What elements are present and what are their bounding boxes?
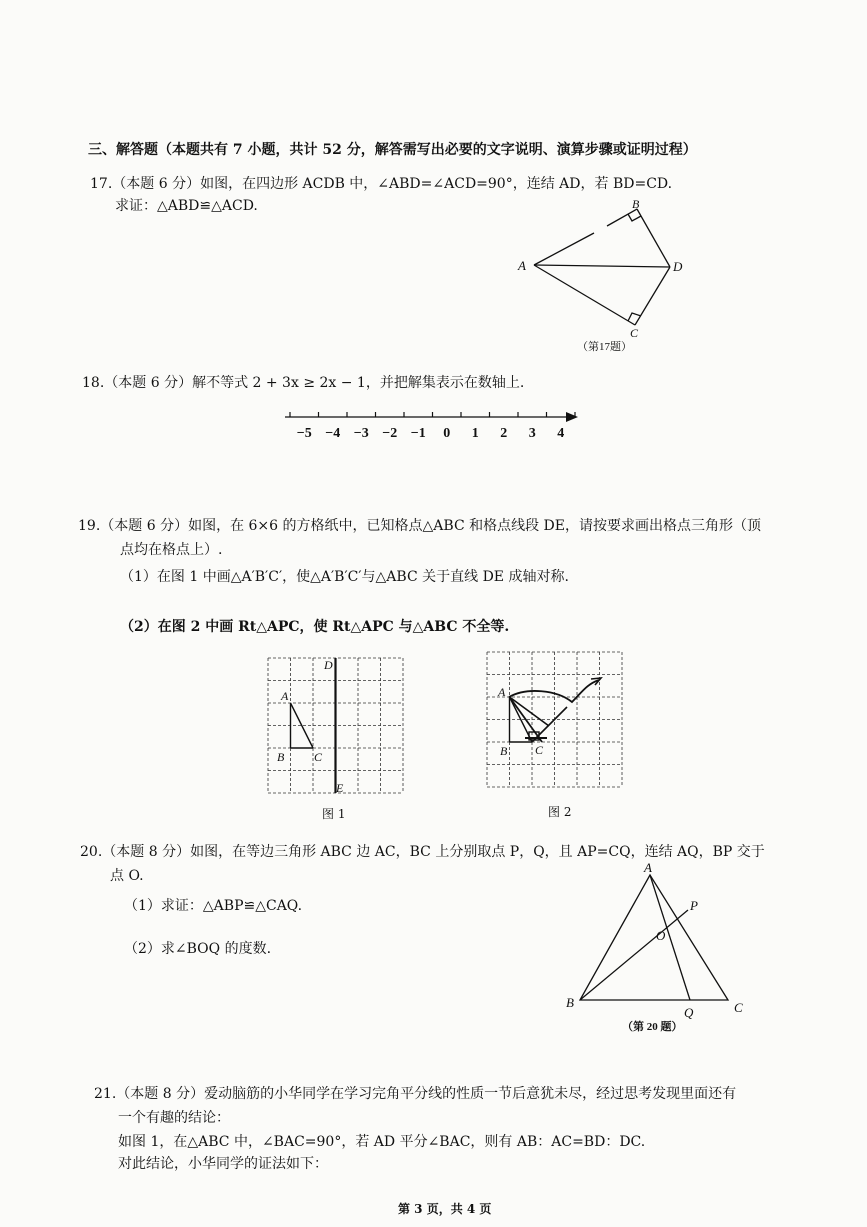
number-line	[280, 405, 590, 440]
seg-BP	[580, 910, 688, 1000]
q21-line4: 对此结论，小华同学的证法如下：	[118, 1156, 328, 1172]
number-line-label: 0	[443, 426, 451, 441]
number-line-label: −1	[410, 426, 426, 441]
fig2-caption: 图 2	[548, 805, 572, 819]
q20-part1: （1）求证：△ABP≌△CAQ.	[124, 898, 303, 914]
section-heading: 三、解答题（本题共有 7 小题，共计 52 分，解答需写出必要的文字说明、演算步骤或证明过程）	[88, 142, 697, 158]
q20-line1: 20.（本题 8 分）如图，在等边三角形 ABC 边 AC，BC 上分别取点 P，Q，且 AP=CQ，连结 AQ，BP 交于	[80, 844, 765, 860]
pencil-line-2	[510, 697, 550, 726]
q17-line2: 求证：△ABD≌△ACD.	[115, 198, 258, 214]
right-angle-B	[628, 214, 641, 221]
seg-AB	[534, 233, 594, 265]
q17-caption: （第17题）	[577, 341, 632, 353]
number-line-label: 1	[471, 426, 479, 441]
q20-part2: （2）求∠BOQ 的度数.	[124, 941, 272, 957]
fig1-caption: 图 1	[322, 807, 346, 821]
label-B: B	[500, 744, 508, 758]
q21-line2: 一个有趣的结论：	[118, 1110, 230, 1126]
label-A: A	[498, 685, 506, 699]
label-C: C	[535, 743, 544, 757]
label-O: O	[656, 928, 666, 943]
label-A: A	[518, 258, 526, 273]
number-line-label: −3	[353, 426, 369, 441]
number-line-label: −5	[296, 426, 312, 441]
number-line-label: 4	[557, 426, 565, 441]
number-line-label: −2	[382, 426, 398, 441]
page-footer: 第 3 页，共 4 页	[398, 1202, 492, 1216]
q19-part2: （2）在图 2 中画 Rt△APC，使 Rt△APC 与△ABC 不全等.	[120, 619, 510, 635]
number-line-label: 2	[500, 426, 508, 441]
seg-BD	[637, 209, 670, 267]
label-E: E	[336, 781, 344, 795]
q19-part1: （1）在图 1 中画△A′B′C′，使△A′B′C′与△ABC 关于直线 DE 成轴对称.	[120, 569, 569, 585]
label-Q: Q	[684, 1005, 694, 1020]
q20-line2: 点 O.	[110, 868, 144, 884]
seg-AB2	[607, 209, 637, 226]
seg-AC	[534, 265, 635, 325]
number-line-label: −4	[325, 426, 341, 441]
grid-figure-1	[268, 658, 408, 798]
q20-caption: （第 20 题）	[622, 1021, 683, 1033]
arrow-head	[566, 412, 578, 422]
label-B: B	[277, 750, 285, 764]
label-P: P	[690, 898, 698, 913]
q21-line1: 21.（本题 8 分）爱动脑筋的小华同学在学习完角平分线的性质一节后意犹未尽，经过思考发现里面还有	[94, 1086, 737, 1102]
handwritten-curve	[509, 680, 599, 702]
label-D: D	[673, 259, 683, 274]
label-A: A	[281, 689, 289, 703]
label-B: B	[632, 197, 640, 211]
q21-line3: 如图 1，在△ABC 中，∠BAC=90°，若 AD 平分∠BAC，则有 AB：AC=BD：DC.	[118, 1134, 646, 1150]
number-line-label: 3	[528, 426, 536, 441]
label-C: C	[734, 1000, 743, 1015]
q17-figure	[510, 195, 700, 355]
grid-figure-2	[487, 652, 627, 792]
q17-line1: 17.（本题 6 分）如图，在四边形 ACDB 中，∠ABD=∠ACD=90°，连结 AD，若 BD=CD.	[90, 176, 673, 192]
right-angle-C	[628, 313, 641, 321]
seg-AD	[534, 265, 670, 267]
q19-line2: 点均在格点上）.	[120, 542, 223, 558]
q19-line1: 19.（本题 6 分）如图，在 6×6 的方格纸中，已知格点△ABC 和格点线段 DE，请按要求画出格点三角形（顶	[78, 518, 761, 534]
pencil-line-3	[532, 707, 567, 742]
q20-figure	[560, 860, 760, 1040]
label-D: D	[324, 658, 333, 672]
label-C: C	[314, 750, 323, 764]
label-A: A	[644, 860, 652, 875]
label-C: C	[630, 326, 639, 340]
label-B: B	[566, 995, 574, 1010]
q18-text: 18.（本题 6 分）解不等式 2 + 3x ≥ 2x − 1，并把解集表示在数轴上.	[82, 375, 525, 391]
